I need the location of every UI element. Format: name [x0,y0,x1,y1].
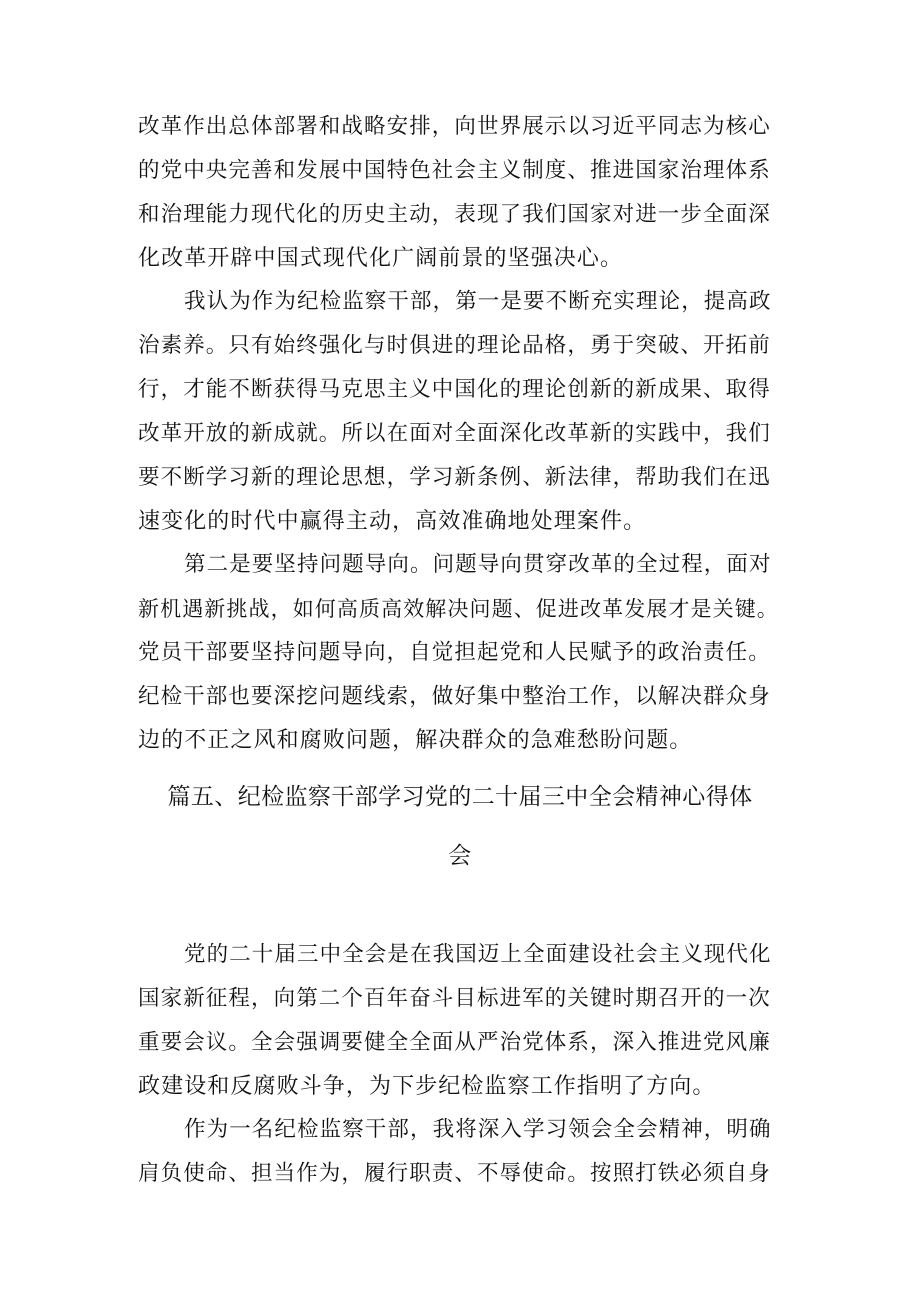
paragraph-line: 要不断学习新的理论思想，学习新条例、新法律，帮助我们在迅 [138,465,771,490]
paragraph-line: 党员干部要坚持问题导向，自觉担起党和人民赋予的政治责任。 [138,640,771,665]
paragraph-line: 纪检干部也要深挖问题线索，做好集中整治工作，以解决群众身 [138,684,771,709]
paragraph-line: 作为一名纪检监察干部，我将深入学习领会全会精神，明确 [184,1117,772,1142]
section-heading-continued: 会 [448,843,472,869]
paragraph-line: 边的不正之风和腐败问题，解决群众的急难愁盼问题。 [138,728,693,753]
paragraph-line: 速变化的时代中赢得主动，高效准确地处理案件。 [138,509,647,534]
paragraph-line: 化改革开辟中国式现代化广阔前景的坚强决心。 [138,246,624,271]
paragraph-line: 国家新征程，向第二个百年奋斗目标进军的关键时期召开的一次 [138,986,771,1011]
paragraph-line: 治素养。只有始终强化与时俱进的理论品格，勇于突破、开拓前 [138,333,771,358]
paragraph-line: 行，才能不断获得马克思主义中国化的理论创新的新成果、取得 [138,377,771,402]
paragraph-line: 肩负使命、担当作为，履行职责、不辱使命。按照打铁必须自身 [138,1161,771,1186]
paragraph-line: 我认为作为纪检监察干部，第一是要不断充实理论，提高政 [184,289,772,314]
paragraph-line: 改革开放的新成就。所以在面对全面深化改革新的实践中，我们 [138,421,771,446]
paragraph-line: 新机遇新挑战，如何高质高效解决问题、促进改革发展才是关键。 [138,597,779,621]
paragraph-line: 的党中央完善和发展中国特色社会主义制度、推进国家治理体系 [138,158,771,183]
paragraph-line: 和治理能力现代化的历史主动，表现了我们国家对进一步全面深 [138,202,771,227]
paragraph-line: 改革作出总体部署和战略安排，向世界展示以习近平同志为核心 [138,114,771,139]
paragraph-line: 重要会议。全会强调要健全全面从严治党体系，深入推进党风廉 [138,1030,771,1055]
paragraph-line: 政建设和反腐败斗争，为下步纪检监察工作指明了方向。 [138,1074,716,1099]
paragraph-line: 第二是要坚持问题导向。问题导向贯穿改革的全过程，面对 [184,552,772,577]
section-heading: 篇五、纪检监察干部学习党的二十届三中全会精神心得体 [167,784,753,810]
paragraph-line: 党的二十届三中全会是在我国迈上全面建设社会主义现代化 [184,942,772,967]
